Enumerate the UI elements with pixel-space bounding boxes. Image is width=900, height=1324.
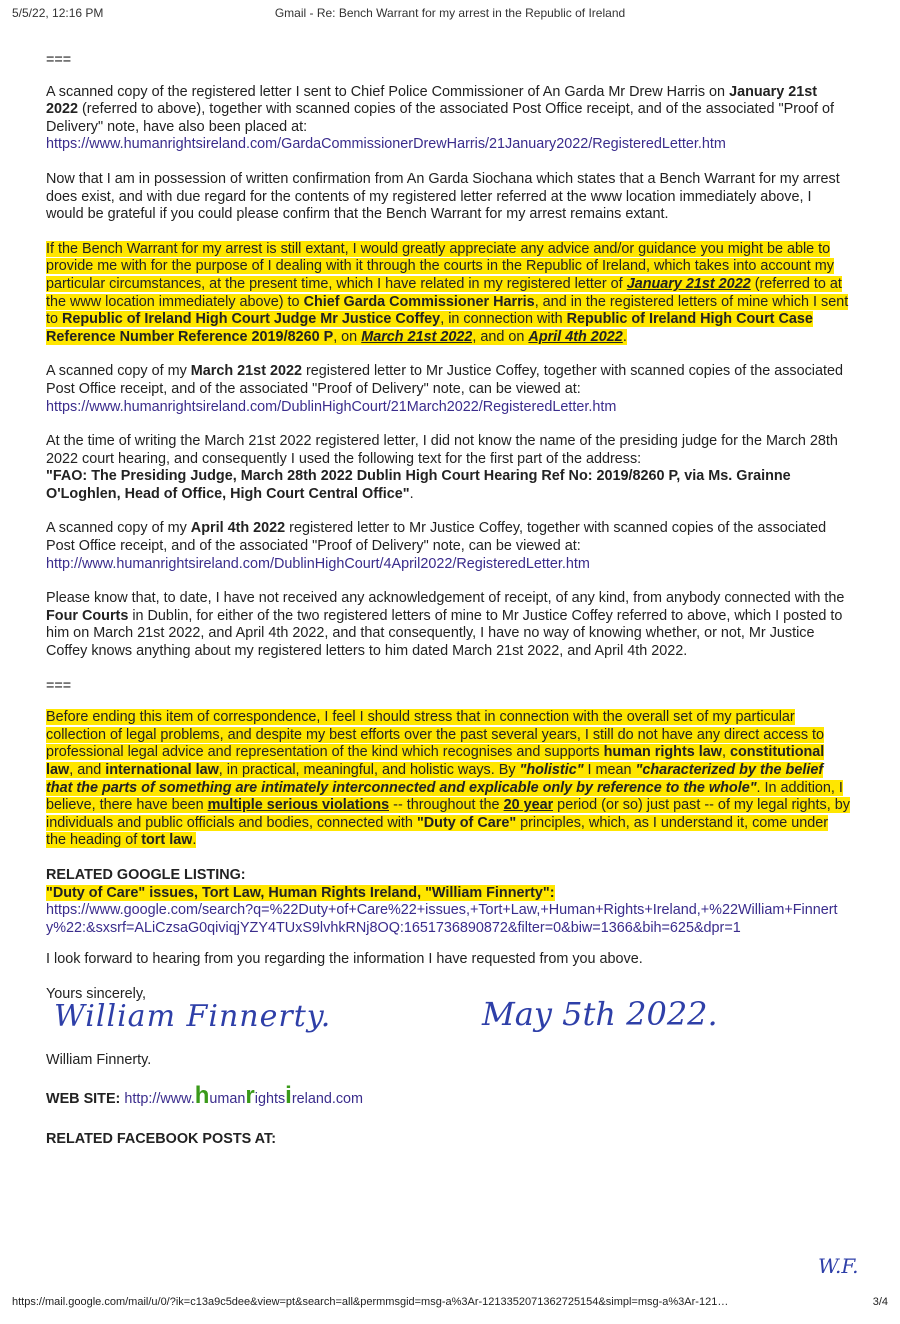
paragraph-legal-problems: Before ending this item of correspondence, I feel I should stress that in connection with the overall set of my particular collection of legal problems, and despite my best efforts over the past several years, I still do not have any direct access to professional legal advice and representation of the kind which recognises and supports human rights law, constitutional law, and international law, in practical, meaningful, and holistic ways. By "holistic" I mean "characterized by the belief that the parts of something are intimately interconnected and explicable only by reference to the whole". In addition, I believe, there have been multiple serious violations -- throughout the 20 year period (or so) just past -- of my legal rights, by individuals and public officials and bodies, connected with "Duty of Care" principles, which, as I understand it, come under the heading of tort law.: [46, 709, 850, 849]
yours-sincerely: Yours sincerely,: [46, 985, 146, 1002]
paragraph-presiding-judge: At the time of writing the March 21st 2022 registered letter, I did not know the name of the presiding judge for the March 28th 2022 court hearing, and consequently I used the following text for the first part of the address: "FAO: The Presiding Judge, March 28th 2022 Dublin High Court Hearing Ref No: 2019/8260 P, via Ms. Grainne O'Loghlen, Head of Office, High Court Central Office".: [46, 433, 838, 502]
handwritten-initials: W.F.: [818, 1254, 859, 1278]
april-letter-link[interactable]: http://www.humanrightsireland.com/DublinHighCourt/4April2022/RegisteredLetter.htm: [46, 555, 590, 572]
related-subheading: "Duty of Care" issues, Tort Law, Human Rights Ireland, "William Finnerty":: [46, 884, 555, 901]
website-link[interactable]: http://www.humanrightsireland.com: [124, 1082, 364, 1110]
paragraph-no-acknowledgement: Please know that, to date, I have not received any acknowledgement of receipt, of any kind, from anybody connected with the Four Courts in Dublin, for either of the two registered letters of mine to Mr Justice Coffey referred to above, which I posted to him on March 21st 2022, and April 4th 2022, and that consequently, I have no way of knowing whether, or not, Mr Justice Coffey knows anything about my registered letters to him dated March 21st 2022, and April 4th 2022.: [46, 590, 845, 660]
closing-line: I look forward to hearing from you regarding the information I have requested from you above.: [46, 951, 643, 968]
related-google-listing: [46, 867, 852, 937]
signature-row: [46, 994, 852, 1052]
sender-name: William Finnerty.: [46, 1051, 152, 1068]
print-datetime: 5/5/22, 12:16 PM: [12, 6, 104, 20]
website-line: [46, 1082, 852, 1110]
handwritten-date: May 5th 2022.: [482, 994, 718, 1033]
separator-2: ===: [46, 677, 72, 694]
paragraph-confirmation-request: Now that I am in possession of written confirmation from An Garda Siochana which states that a Bench Warrant for my arrest does exist, and with due regard for the contents of my registered letter referred at the www location immediately above, I would be grateful if you could please confirm that the Bench Warrant for my arrest remains extant.: [46, 170, 840, 223]
print-footer-url: https://mail.google.com/mail/u/0/?ik=c13a9c5dee&view=pt&search=all&permmsgid=msg-a%3Ar-1213352071362725154&simpl=msg-a%3Ar-121…: [12, 1296, 729, 1308]
print-title: Gmail - Re: Bench Warrant for my arrest in the Republic of Ireland: [274, 6, 626, 20]
google-search-link[interactable]: https://www.google.com/search?q=%22Duty+of+Care%22+issues,+Tort+Law,+Human+Rights+Ireland,+%22William+Finnerty%22:&sxsrf=ALiCzsaG0qiviqjYZY4TUxS9lvhkRNj8OQ:1651736890872&filter=0&biw=1366&bih=625&dpr=1: [46, 902, 838, 936]
march-letter-link[interactable]: https://www.humanrightsireland.com/DublinHighCourt/21March2022/RegisteredLetter.htm: [46, 398, 617, 415]
separator: ===: [46, 52, 72, 68]
email-body: [46, 52, 852, 1165]
paragraph-highlighted-request: If the Bench Warrant for my arrest is still extant, I would greatly appreciate any advice and/or guidance you might be able to provide me with for the purpose of I dealing with it through the courts in the Republic of Ireland, which takes into account my particular circumstances, at the present time, which I have related in my registered letter of January 21st 2022 (referred to at the www location immediately above) to Chief Garda Commissioner Harris, and in the registered letters of mine which I sent to Republic of Ireland High Court Judge Mr Justice Coffey, in connection with Republic of Ireland High Court Case Reference Number Reference 2019/8260 P, on March 21st 2022, and on April 4th 2022.: [46, 240, 849, 345]
handwritten-signature: William Finnerty.: [54, 998, 332, 1034]
page-number: 3/4: [872, 1296, 888, 1308]
paragraph-april-letter: A scanned copy of my April 4th 2022 registered letter to Mr Justice Coffey, together with scanned copies of the associated Post Office receipt, and of the associated "Proof of Delivery" note, can be viewed at: http://www.humanrightsireland.com/DublinHighCourt/4April2022/RegisteredLetter.htm: [46, 520, 827, 572]
facebook-heading: RELATED FACEBOOK POSTS AT:: [46, 1130, 276, 1147]
paragraph-garda-letter: A scanned copy of the registered letter I sent to Chief Police Commissioner of An Garda Mr Drew Harris on January 21st 2022 (referred to above), together with scanned copies of the associated Post Office receipt, and of the associated "Proof of Delivery" note, have also been placed at: https://www.humanrightsireland.com/GardaCommissionerDrewHarris/21January2022/RegisteredLetter.htm: [46, 83, 835, 153]
website-label: WEB SITE:: [46, 1091, 125, 1108]
related-heading: RELATED GOOGLE LISTING:: [46, 866, 246, 883]
paragraph-march-letter: A scanned copy of my March 21st 2022 registered letter to Mr Justice Coffey, together with scanned copies of the associated Post Office receipt, and of the associated "Proof of Delivery" note, can be viewed at: https://www.humanrightsireland.com/DublinHighCourt/21March2022/RegisteredLetter.htm: [46, 363, 843, 415]
garda-letter-link[interactable]: https://www.humanrightsireland.com/GardaCommissionerDrewHarris/21January2022/RegisteredLetter.htm: [46, 136, 726, 153]
